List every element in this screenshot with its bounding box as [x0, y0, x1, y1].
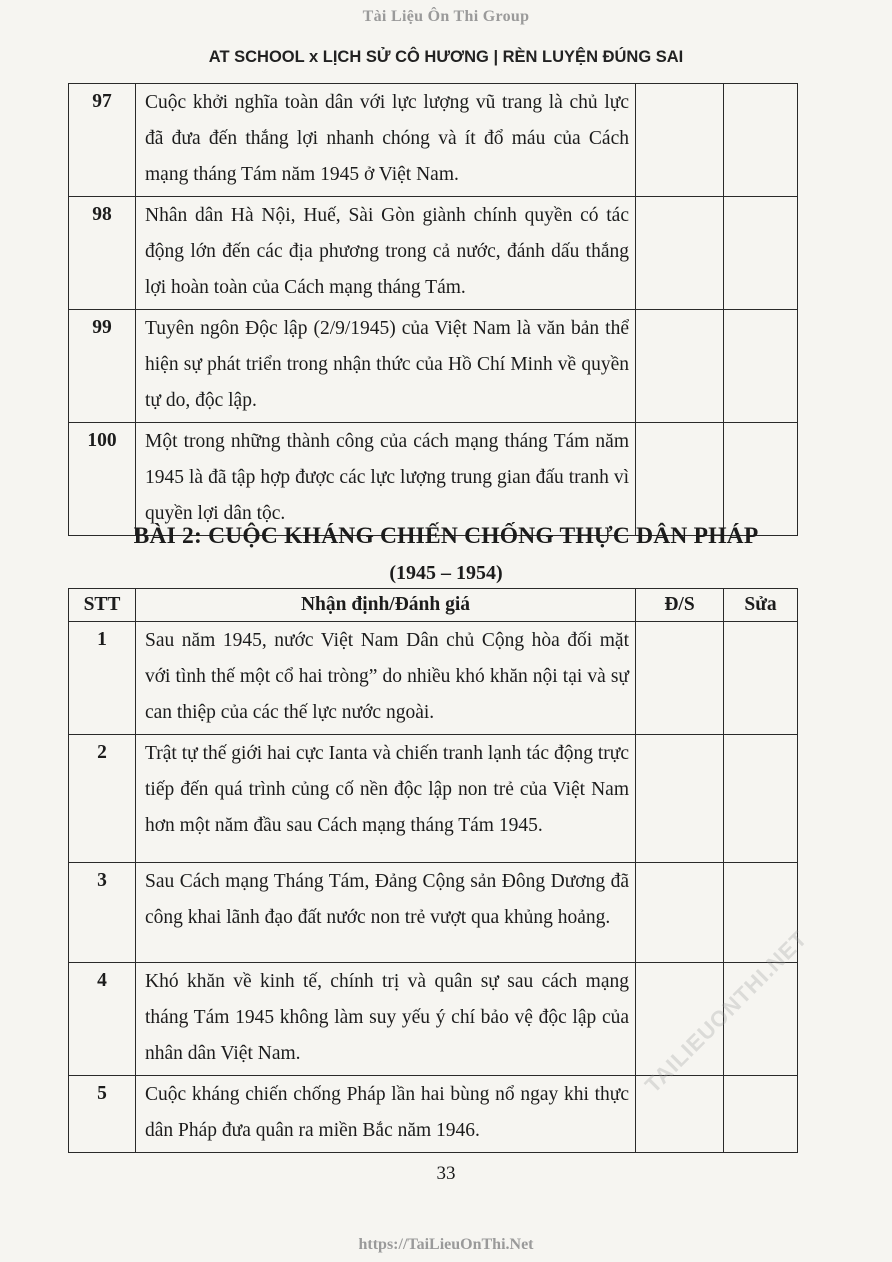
- table-row: [69, 1076, 798, 1153]
- true-false-cell[interactable]: [636, 735, 724, 863]
- table-row: [69, 863, 798, 963]
- statement-text: Cuộc kháng chiến chống Pháp lần hai bùng nổ ngay khi thực dân Pháp đưa quân ra miền Bắc năm 1946.: [136, 1076, 636, 1153]
- correction-cell[interactable]: [724, 1076, 798, 1153]
- page-header: AT SCHOOL x LỊCH SỬ CÔ HƯƠNG | RÈN LUYỆN ĐÚNG SAI: [208, 48, 684, 66]
- true-false-cell[interactable]: [636, 423, 724, 536]
- correction-cell[interactable]: [724, 735, 798, 863]
- column-header-statement: Nhận định/Đánh giá: [136, 589, 636, 622]
- section-title: BÀI 2: CUỘC KHÁNG CHIẾN CHỐNG THỰC DÂN PHÁP: [133, 523, 759, 549]
- row-number: 100: [69, 423, 136, 536]
- table-row: [69, 622, 798, 735]
- section-subtitle: (1945 – 1954): [389, 562, 503, 584]
- statement-text: Khó khăn về kinh tế, chính trị và quân sự sau cách mạng tháng Tám 1945 không làm suy yếu ý chí bảo vệ độc lập của nhân dân Việt Nam.: [136, 963, 636, 1076]
- statement-text: Sau năm 1945, nước Việt Nam Dân chủ Cộng hòa đối mặt với tình thế một cổ hai tròng” do nhiều khó khăn nội tại và sự can thiệp của các thế lực nước ngoài.: [136, 622, 636, 735]
- column-header-stt: STT: [69, 589, 136, 622]
- statement-text: Một trong những thành công của cách mạng tháng Tám năm 1945 là đã tập hợp được các lực lượng trung gian đấu tranh vì quyền lợi dân tộc.: [136, 423, 636, 536]
- table-row: [69, 84, 798, 197]
- row-number: 99: [69, 310, 136, 423]
- row-number: 97: [69, 84, 136, 197]
- column-header-true-false: Đ/S: [636, 589, 724, 622]
- row-number: 1: [69, 622, 136, 735]
- correction-cell[interactable]: [724, 423, 798, 536]
- row-number: 2: [69, 735, 136, 863]
- true-false-cell[interactable]: [636, 863, 724, 963]
- statement-text: Nhân dân Hà Nội, Huế, Sài Gòn giành chính quyền có tác động lớn đến các địa phương trong cả nước, đánh dấu thắng lợi hoàn toàn của Cách mạng tháng Tám.: [136, 197, 636, 310]
- top-banner: Tài Liệu Ôn Thi Group: [362, 8, 530, 25]
- row-number: 3: [69, 863, 136, 963]
- statement-text: Trật tự thế giới hai cực Ianta và chiến tranh lạnh tác động trực tiếp đến quá trình củng cố nền độc lập non trẻ của Việt Nam hơn một năm đầu sau Cách mạng tháng Tám 1945.: [136, 735, 636, 863]
- correction-cell[interactable]: [724, 310, 798, 423]
- statement-table-1: [68, 83, 798, 536]
- watermark: TAILIEUONTHI.NET: [640, 925, 813, 1098]
- page-number: 33: [436, 1163, 456, 1184]
- statement-text: Sau Cách mạng Tháng Tám, Đảng Cộng sản Đông Dương đã công khai lãnh đạo đất nước non trẻ vượt qua khủng hoảng.: [136, 863, 636, 963]
- statement-text: Cuộc khởi nghĩa toàn dân với lực lượng vũ trang là chủ lực đã đưa đến thắng lợi nhanh chóng và ít đổ máu của Cách mạng tháng Tám năm 1945 ở Việt Nam.: [136, 84, 636, 197]
- statement-text: Tuyên ngôn Độc lập (2/9/1945) của Việt Nam là văn bản thể hiện sự phát triển trong nhận thức của Hồ Chí Minh về quyền tự do, độc lập.: [136, 310, 636, 423]
- true-false-cell[interactable]: [636, 310, 724, 423]
- correction-cell[interactable]: [724, 197, 798, 310]
- table-row: [69, 310, 798, 423]
- column-header-correction: Sửa: [724, 589, 798, 622]
- true-false-cell[interactable]: [636, 622, 724, 735]
- correction-cell[interactable]: [724, 622, 798, 735]
- footer-url[interactable]: https://TaiLieuOnThi.Net: [358, 1236, 534, 1253]
- table-row: [69, 197, 798, 310]
- row-number: 98: [69, 197, 136, 310]
- true-false-cell[interactable]: [636, 197, 724, 310]
- row-number: 5: [69, 1076, 136, 1153]
- table-header-row: [69, 589, 798, 622]
- true-false-cell[interactable]: [636, 84, 724, 197]
- row-number: 4: [69, 963, 136, 1076]
- correction-cell[interactable]: [724, 84, 798, 197]
- table-row: [69, 423, 798, 536]
- table-row: [69, 735, 798, 863]
